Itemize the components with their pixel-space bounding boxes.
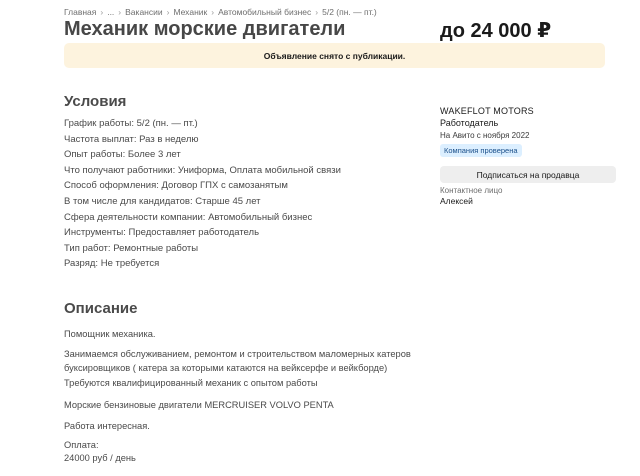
seller-name-link[interactable]: WAKEFLOT MOTORS — [440, 106, 534, 116]
condition-value: Униформа, Оплата мобильной связи — [177, 164, 341, 176]
condition-row — [64, 163, 341, 179]
breadcrumb — [64, 7, 377, 17]
breadcrumb-auto-business[interactable]: Автомобильный бизнес — [218, 7, 312, 17]
description-paragraph: Требуются квалифицированный механик с опытом работы — [64, 378, 318, 388]
breadcrumb-vacancies[interactable]: Вакансии — [125, 7, 163, 17]
condition-value: Раз в неделю — [139, 133, 199, 145]
condition-key: Опыт работы: — [64, 149, 126, 161]
condition-key: Тип работ: — [64, 242, 111, 254]
seller-role: Работодатель — [440, 118, 499, 128]
description-paragraph: Занимаемся обслуживанием, ремонтом и строительством маломерных катеров буксировщиков ( катера за которыми катаются на вейксерфе и вейкборде) — [64, 349, 411, 373]
page-title: Механик морские двигатели — [64, 18, 346, 40]
seller-since: На Авито с ноября 2022 — [440, 131, 530, 140]
condition-key: В том числе для кандидатов: — [64, 195, 193, 207]
condition-value: Старше 45 лет — [195, 195, 261, 207]
breadcrumb-schedule[interactable]: 5/2 (пн. — пт.) — [322, 7, 377, 17]
condition-row — [64, 256, 341, 272]
condition-value: Автомобильный бизнес — [208, 211, 313, 223]
unpublished-notice — [64, 43, 605, 68]
description-paragraph: Работа интересная. — [64, 421, 150, 431]
condition-row — [64, 116, 341, 132]
condition-key: Способ оформления: — [64, 180, 159, 192]
seller-card — [440, 106, 616, 206]
description-heading: Описание — [64, 300, 138, 317]
contact-label: Контактное лицо — [440, 186, 503, 195]
contact-name: Алексей — [440, 196, 473, 206]
breadcrumb-mechanic[interactable]: Механик — [173, 7, 208, 17]
breadcrumb-separator: › — [211, 7, 215, 17]
condition-key: Что получают работники: — [64, 164, 176, 176]
breadcrumb-separator: › — [166, 7, 170, 17]
condition-value: 5/2 (пн. — пт.) — [136, 118, 198, 129]
description-paragraph: Оплата: — [64, 440, 99, 450]
breadcrumb-separator: › — [315, 7, 319, 17]
condition-row — [64, 241, 341, 257]
breadcrumb-home[interactable]: Главная — [64, 7, 97, 17]
conditions-list — [64, 116, 341, 272]
condition-key: Сфера деятельности компании: — [64, 211, 206, 223]
condition-row — [64, 132, 341, 148]
verified-badge: Компания проверена — [440, 144, 522, 157]
description-paragraph: Помощник механика. — [64, 329, 156, 339]
condition-key: Частота выплат: — [64, 133, 137, 145]
salary-price: до 24 000 ₽ — [440, 20, 552, 42]
condition-value: Договор ГПХ с самозанятым — [161, 180, 288, 192]
notice-text: Объявление снято с публикации. — [263, 50, 406, 61]
condition-key: Разряд: — [64, 258, 99, 270]
condition-row — [64, 225, 341, 241]
description-paragraph: 24000 руб / день — [64, 453, 136, 463]
condition-value: Предоставляет работодатель — [128, 227, 260, 239]
breadcrumb-ellipsis[interactable]: ... — [107, 7, 115, 17]
condition-value: Ремонтные работы — [113, 242, 199, 254]
condition-row — [64, 210, 341, 226]
condition-row — [64, 147, 341, 163]
condition-row — [64, 194, 341, 210]
breadcrumb-separator: › — [118, 7, 122, 17]
condition-value: Не требуется — [100, 258, 160, 270]
conditions-heading: Условия — [64, 93, 127, 110]
condition-value: Более 3 лет — [127, 149, 181, 161]
description-paragraph: Морские бензиновые двигатели MERCRUISER VOLVO PENTA — [64, 400, 334, 410]
condition-key: График работы: — [64, 118, 134, 129]
condition-key: Инструменты: — [64, 227, 126, 239]
condition-row — [64, 178, 341, 194]
breadcrumb-separator: › — [100, 7, 104, 17]
subscribe-button[interactable]: Подписаться на продавца — [440, 166, 616, 183]
